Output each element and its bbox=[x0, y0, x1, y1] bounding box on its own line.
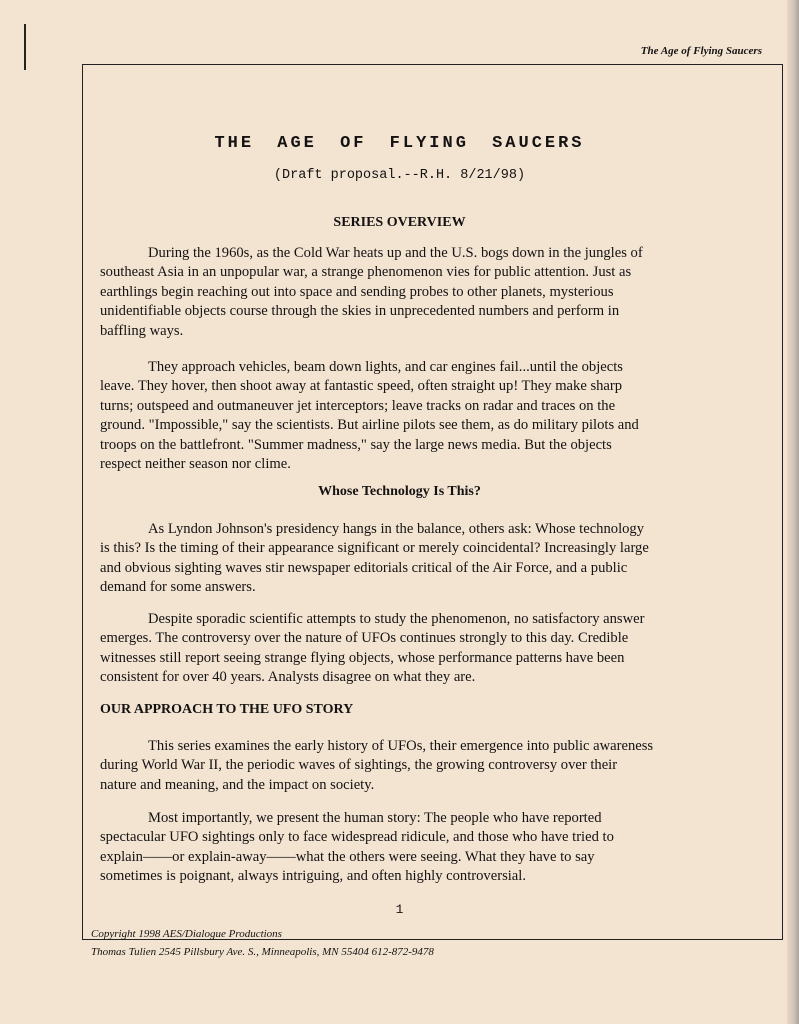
page-number: 1 bbox=[395, 902, 404, 917]
paragraph bbox=[100, 520, 720, 598]
paragraph-line: explain——or explain-away——what the others were seeing. What they have to say bbox=[100, 848, 595, 865]
page-edge bbox=[787, 0, 799, 1024]
paragraph-line: baffling ways. bbox=[100, 322, 184, 339]
paragraph-line: demand for some answers. bbox=[100, 579, 256, 596]
paragraph-line: witnesses still report seeing strange flying objects, whose performance patterns have been bbox=[100, 649, 625, 666]
paragraph-line: during World War II, the periodic waves of sightings, the growing controversy over their bbox=[100, 757, 618, 774]
heading-whose-technology: Whose Technology Is This? bbox=[318, 484, 481, 499]
paragraph-line: This series examines the early history of UFOs, their emergence into public awareness bbox=[148, 738, 654, 754]
paragraph-line: spectacular UFO sightings only to face widespread ridicule, and those who have tried to bbox=[100, 829, 614, 846]
paragraph-line: earthlings begin reaching out into space and sending probes to other planets, mysterious bbox=[100, 283, 614, 300]
address: Thomas Tulien 2545 Pillsbury Ave. S., Minneapolis, MN 55404 612-872-9478 bbox=[91, 946, 434, 958]
paragraph-line: As Lyndon Johnson's presidency hangs in the balance, others ask: Whose technology bbox=[148, 521, 645, 537]
heading-our-approach: OUR APPROACH TO THE UFO STORY bbox=[100, 702, 354, 717]
paragraph bbox=[100, 809, 720, 887]
paragraph-line: southeast Asia in an unpopular war, a strange phenomenon vies for public attention. Just as bbox=[100, 264, 632, 281]
paragraph-line: respect neither season nor clime. bbox=[100, 456, 291, 473]
paragraph-line: emerges. The controversy over the nature of UFOs continues strongly to this day. Credible bbox=[100, 630, 629, 647]
paragraph bbox=[100, 610, 720, 688]
paragraph-line: sometimes is poignant, always intriguing, and often highly controversial. bbox=[100, 868, 526, 885]
paragraph-line: is this? Is the timing of their appearance significant or merely coincidental? Increasingly large bbox=[100, 540, 649, 557]
paragraph-line: leave. They hover, then shoot away at fantastic speed, often straight up! They make sharp bbox=[100, 378, 623, 395]
paragraph bbox=[100, 358, 720, 474]
running-header: The Age of Flying Saucers bbox=[640, 45, 762, 57]
copyright: Copyright 1998 AES/Dialogue Productions bbox=[91, 928, 282, 940]
paragraph-line: turns; outspeed and outmaneuver jet interceptors; leave tracks on radar and traces on the bbox=[100, 397, 616, 414]
heading-series-overview: SERIES OVERVIEW bbox=[333, 215, 466, 230]
document-title: THE AGE OF FLYING SAUCERS bbox=[214, 134, 585, 153]
paragraph bbox=[100, 737, 720, 795]
paragraph-line: nature and meaning, and the impact on society. bbox=[100, 776, 375, 793]
paragraph-line: unidentifiable objects course through the skies in unprecedented numbers and perform in bbox=[100, 303, 620, 320]
paragraph-line: troops on the battlefront. "Summer madness," say the large news media. But the objects bbox=[100, 436, 612, 453]
paragraph-line: Most importantly, we present the human story: The people who have reported bbox=[148, 810, 602, 826]
paragraph-line: They approach vehicles, beam down lights, and car engines fail...until the objects bbox=[148, 359, 623, 375]
paragraph-line: consistent for over 40 years. Analysts disagree on what they are. bbox=[100, 669, 476, 686]
paragraph-line: During the 1960s, as the Cold War heats up and the U.S. bogs down in the jungles of bbox=[148, 245, 643, 261]
scan-mark bbox=[24, 24, 26, 70]
draft-note: (Draft proposal.--R.H. 8/21/98) bbox=[273, 168, 526, 183]
paragraph-line: and obvious sighting waves stir newspaper editorials critical of the Air Force, and a public bbox=[100, 559, 628, 576]
paragraph-line: ground. "Impossible," say the scientists. But airline pilots see them, as do military pilots and bbox=[100, 417, 639, 434]
paragraph-line: Despite sporadic scientific attempts to study the phenomenon, no satisfactory answer bbox=[148, 611, 645, 627]
paragraph bbox=[100, 244, 720, 341]
